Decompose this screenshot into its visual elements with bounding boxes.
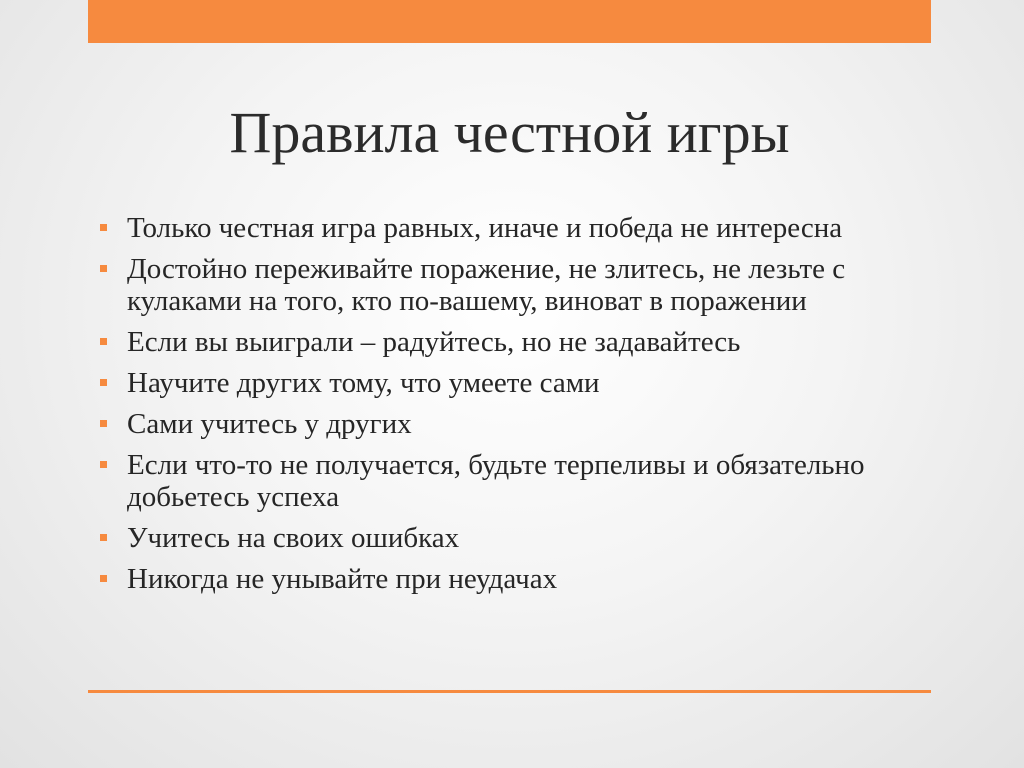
square-bullet-icon [100,461,107,468]
bullet-text: Научите других тому, что умеете сами [127,367,600,399]
square-bullet-icon [100,224,107,231]
bullet-item-4 [100,367,900,399]
bullet-text: Учитесь на своих ошибках [127,522,460,554]
bullet-text: Если вы выиграли – радуйтесь, но не задавайтесь [127,326,741,358]
square-bullet-icon [100,534,107,541]
bullet-text: Только честная игра равных, иначе и победа не интересна [127,212,843,244]
bullet-item-8 [100,563,900,595]
bullet-item-6 [100,449,900,513]
bullet-list [100,212,900,604]
square-bullet-icon [100,265,107,272]
bullet-text: Достойно переживайте поражение, не злитесь, не лезьте с кулаками на того, кто по-вашему, виноват в поражении [127,253,846,317]
bullet-item-3 [100,326,900,358]
bullet-text: Сами учитесь у других [127,408,412,440]
square-bullet-icon [100,575,107,582]
square-bullet-icon [100,420,107,427]
bullet-item-7 [100,522,900,554]
bottom-divider [88,690,931,693]
slide-title: Правила честной игры [229,100,790,165]
square-bullet-icon [100,338,107,345]
bullet-item-5 [100,408,900,440]
bullet-item-2 [100,253,900,317]
bullet-item-1 [100,212,900,244]
top-accent-bar [88,0,931,43]
bullet-text: Если что-то не получается, будьте терпеливы и обязательно добьетесь успеха [127,449,865,513]
square-bullet-icon [100,379,107,386]
bullet-text: Никогда не унывайте при неудачах [127,563,558,595]
